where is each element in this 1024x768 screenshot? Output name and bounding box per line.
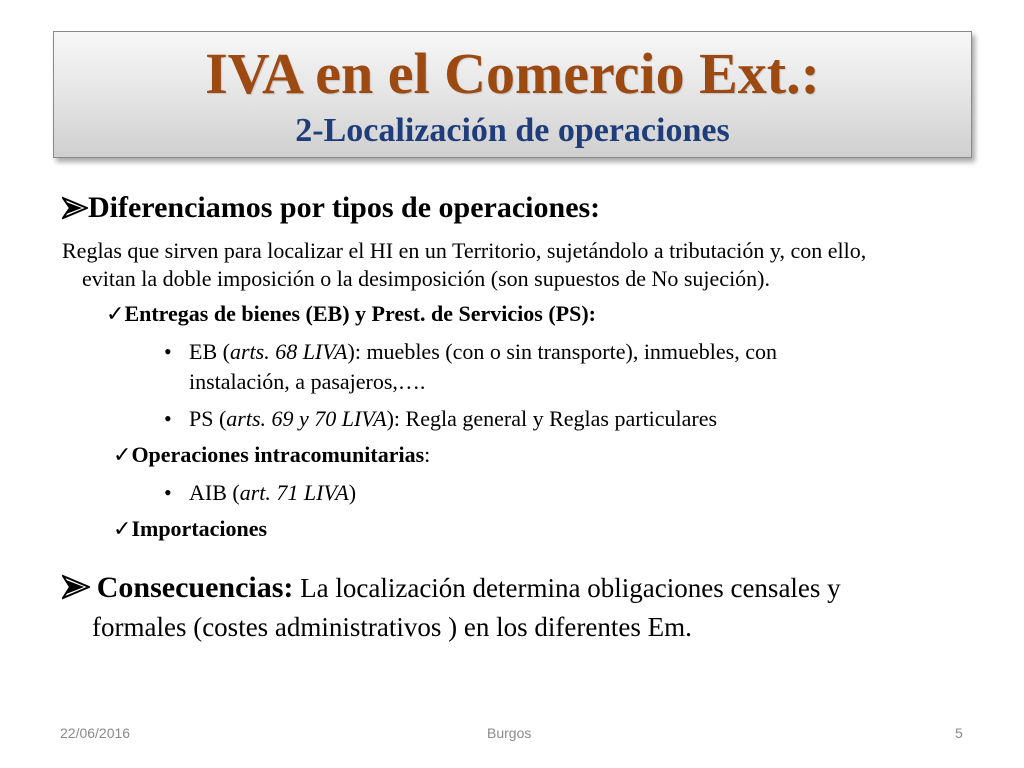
bullet-ps-tail: ): Regla general y Reglas particulares (386, 406, 718, 431)
arrow-bullet-icon (62, 190, 88, 226)
bullet-aib-lead: AIB ( (189, 480, 240, 505)
checkmark-icon: ✓ (113, 442, 132, 467)
check-item-label: Entregas de bienes (EB) y Prest. de Servicios (PS): (124, 301, 596, 326)
check-item-eb-ps (106, 300, 596, 328)
section2-text-1: La localización determina obligaciones censales y (300, 573, 841, 603)
check-item-label: Operaciones intracomunitarias (131, 442, 425, 467)
bullet-ps (164, 405, 172, 433)
bullet-ps-text (189, 405, 717, 433)
check-item-importaciones (113, 515, 267, 543)
dot-bullet-icon: • (164, 406, 172, 431)
bullet-eb-text (189, 338, 777, 366)
bullet-aib-text (189, 479, 356, 507)
check-item-suffix: : (424, 442, 431, 467)
bullet-eb-tail: ): muebles (con o sin transporte), inmuebles, con (347, 339, 778, 364)
section2-heading: Consecuencias: (96, 571, 294, 604)
checkmark-icon: ✓ (113, 516, 132, 541)
slide-title: IVA en el Comercio Ext.: (205, 41, 820, 106)
bullet-eb-lead: EB ( (189, 339, 230, 364)
dot-bullet-icon: • (164, 339, 172, 364)
section1-heading-line (62, 190, 600, 226)
bullet-ps-lead: PS ( (189, 406, 227, 431)
bullet-aib-ref: art. 71 LIVA (239, 480, 349, 505)
footer-date: 22/06/2016 (60, 725, 131, 741)
dot-bullet-icon: • (164, 480, 172, 505)
footer-center: Burgos (487, 725, 532, 741)
section1-heading: Diferenciamos por tipos de operaciones: (88, 191, 601, 224)
check-item-label: Importaciones (131, 516, 268, 541)
arrow-bullet-icon (62, 570, 90, 606)
slide-subtitle: 2-Localización de operaciones (295, 112, 730, 149)
footer-page-number: 5 (955, 725, 963, 741)
bullet-eb-cont: instalación, a pasajeros,…. (189, 369, 426, 394)
bullet-ps-ref: arts. 69 y 70 LIVA (226, 406, 387, 431)
section2-line-1 (62, 570, 841, 606)
bullet-aib (164, 479, 172, 507)
bullet-aib-tail: ) (348, 480, 357, 505)
section2-line-2: formales (costes administrativos ) en los diferentes Em. (92, 612, 692, 642)
bullet-eb-ref: arts. 68 LIVA (229, 339, 348, 364)
checkmark-icon: ✓ (106, 301, 125, 326)
intro-line-1: Reglas que sirven para localizar el HI en un Territorio, sujetándolo a tributación y, con ello, (62, 238, 867, 263)
bullet-eb (164, 338, 172, 366)
intro-line-2: evitan la doble imposición o la desimposición (son supuestos de No sujeción). (82, 266, 771, 291)
check-item-intracom (113, 441, 430, 469)
